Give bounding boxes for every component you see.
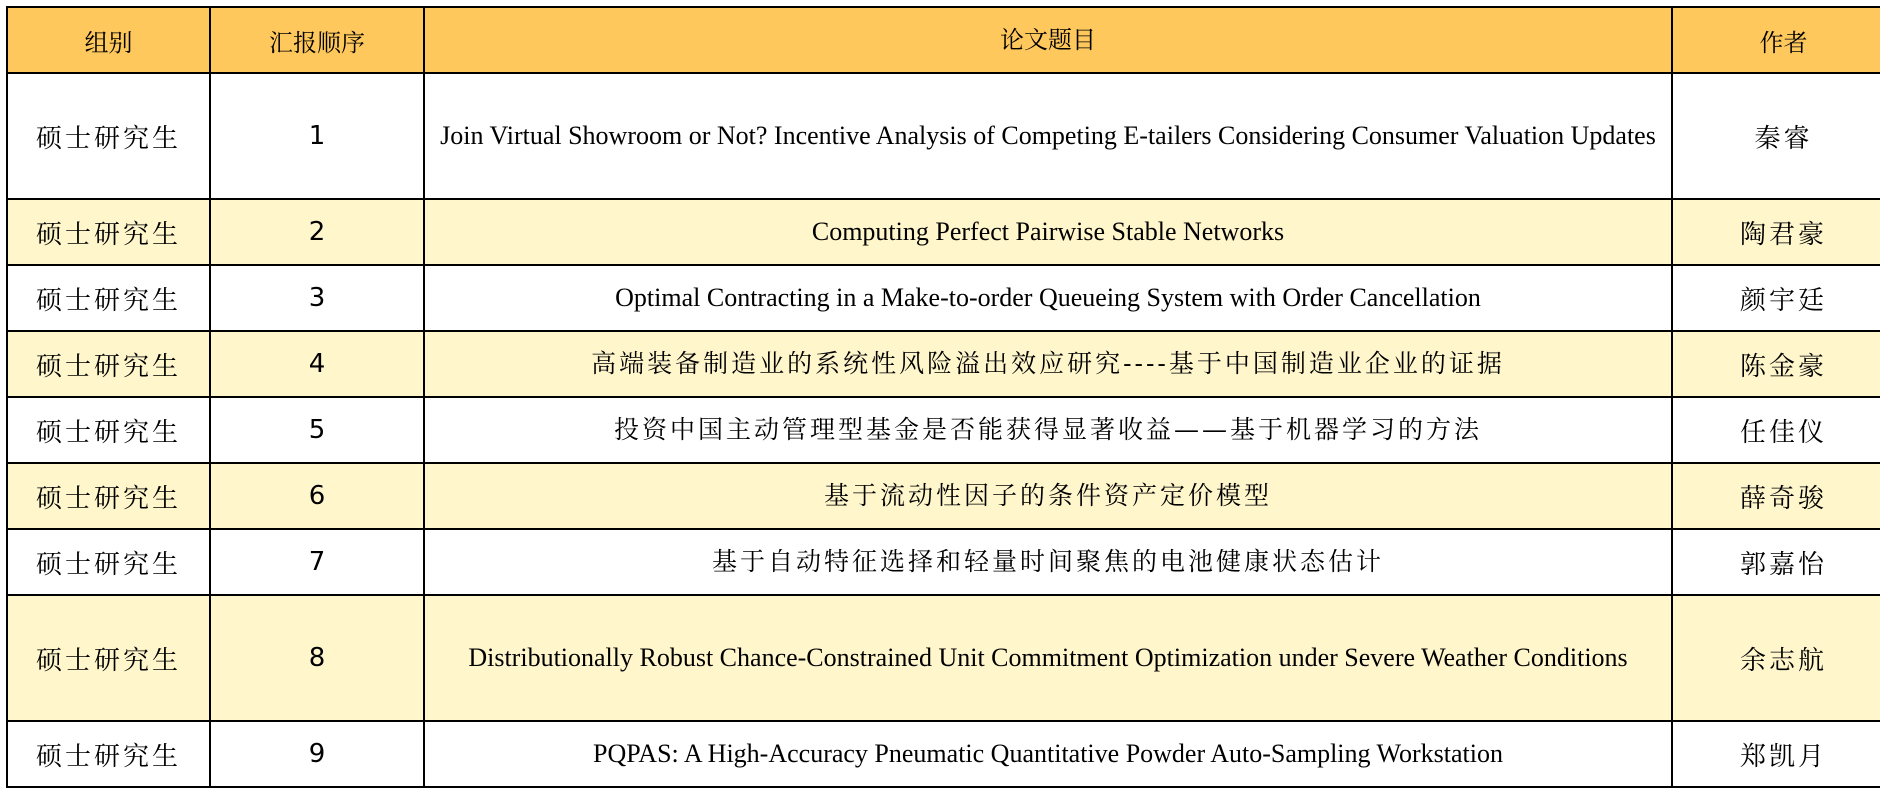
table-row — [7, 721, 1880, 787]
cell-group: 硕士研究生 — [7, 529, 210, 595]
cell-author: 秦睿 — [1672, 73, 1880, 199]
cell-group: 硕士研究生 — [7, 397, 210, 463]
cell-order: 4 — [210, 331, 424, 397]
table-row — [7, 397, 1880, 463]
header-row — [7, 7, 1880, 73]
cell-group: 硕士研究生 — [7, 463, 210, 529]
cell-title: 投资中国主动管理型基金是否能获得显著收益——基于机器学习的方法 — [424, 397, 1672, 463]
cell-author: 任佳仪 — [1672, 397, 1880, 463]
cell-title: 基于自动特征选择和轻量时间聚焦的电池健康状态估计 — [424, 529, 1672, 595]
header-author: 作者 — [1672, 7, 1880, 73]
cell-order: 8 — [210, 595, 424, 721]
cell-group: 硕士研究生 — [7, 73, 210, 199]
header-title: 论文题目 — [424, 7, 1672, 73]
cell-title: Optimal Contracting in a Make-to-order Queueing System with Order Cancellation — [424, 265, 1672, 331]
cell-group: 硕士研究生 — [7, 331, 210, 397]
cell-title: Join Virtual Showroom or Not? Incentive Analysis of Competing E-tailers Considering Consumer Valuation Updates — [424, 73, 1672, 199]
cell-group: 硕士研究生 — [7, 199, 210, 265]
cell-author: 余志航 — [1672, 595, 1880, 721]
table-row — [7, 595, 1880, 721]
cell-order: 5 — [210, 397, 424, 463]
cell-author: 陶君豪 — [1672, 199, 1880, 265]
cell-group: 硕士研究生 — [7, 721, 210, 787]
header-group: 组别 — [7, 7, 210, 73]
cell-order: 9 — [210, 721, 424, 787]
cell-order: 2 — [210, 199, 424, 265]
presentation-schedule-table — [6, 6, 1880, 788]
cell-author: 陈金豪 — [1672, 331, 1880, 397]
cell-author: 郑凯月 — [1672, 721, 1880, 787]
cell-order: 6 — [210, 463, 424, 529]
table-row — [7, 331, 1880, 397]
cell-title: 高端装备制造业的系统性风险溢出效应研究----基于中国制造业企业的证据 — [424, 331, 1672, 397]
cell-title: Distributionally Robust Chance-Constrained Unit Commitment Optimization under Severe Weather Conditions — [424, 595, 1672, 721]
cell-author: 郭嘉怡 — [1672, 529, 1880, 595]
table-row — [7, 529, 1880, 595]
cell-order: 3 — [210, 265, 424, 331]
cell-order: 1 — [210, 73, 424, 199]
cell-group: 硕士研究生 — [7, 595, 210, 721]
cell-title: Computing Perfect Pairwise Stable Networks — [424, 199, 1672, 265]
table-row — [7, 265, 1880, 331]
cell-title: 基于流动性因子的条件资产定价模型 — [424, 463, 1672, 529]
header-order: 汇报顺序 — [210, 7, 424, 73]
cell-order: 7 — [210, 529, 424, 595]
table-row — [7, 463, 1880, 529]
table-row — [7, 199, 1880, 265]
cell-author: 颜宇廷 — [1672, 265, 1880, 331]
cell-title: PQPAS: A High-Accuracy Pneumatic Quantitative Powder Auto-Sampling Workstation — [424, 721, 1672, 787]
cell-group: 硕士研究生 — [7, 265, 210, 331]
cell-author: 薛奇骏 — [1672, 463, 1880, 529]
table-row — [7, 73, 1880, 199]
